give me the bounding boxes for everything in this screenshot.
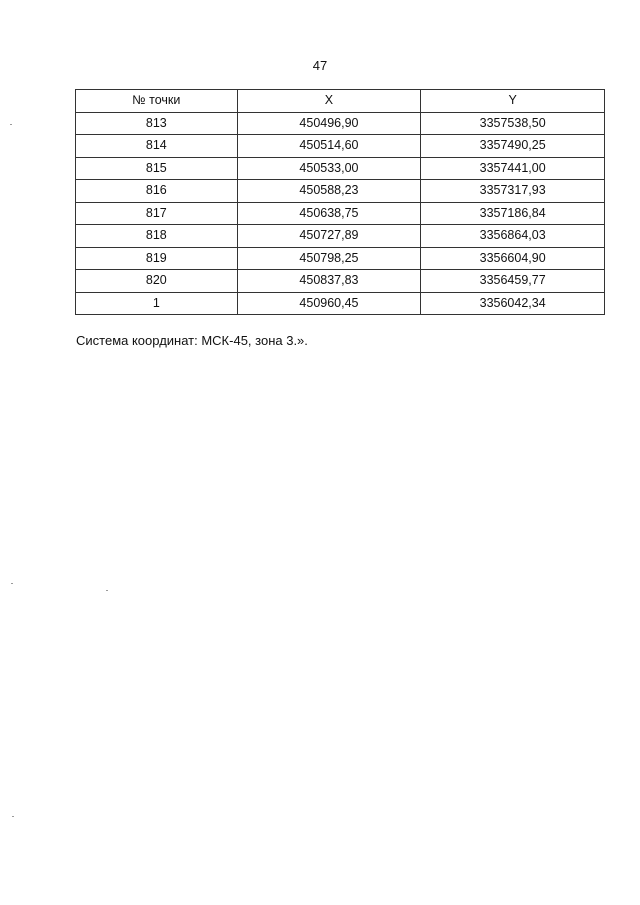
cell-x: 450837,83 (237, 270, 421, 293)
cell-point-number: 1 (76, 292, 238, 315)
table-row (76, 112, 605, 135)
cell-point-number: 818 (76, 225, 238, 248)
cell-point-number: 819 (76, 247, 238, 270)
cell-x: 450533,00 (237, 157, 421, 180)
cell-point-number: 815 (76, 157, 238, 180)
table-header-row (76, 90, 605, 113)
cell-y: 3357490,25 (421, 135, 605, 158)
scan-speck (10, 124, 12, 125)
cell-x: 450727,89 (237, 225, 421, 248)
table-row (76, 157, 605, 180)
table-row (76, 135, 605, 158)
scan-speck (106, 590, 108, 591)
cell-point-number: 816 (76, 180, 238, 203)
table-row (76, 225, 605, 248)
cell-y: 3357538,50 (421, 112, 605, 135)
cell-y: 3356864,03 (421, 225, 605, 248)
scan-speck (12, 816, 14, 817)
column-header-point-number: № точки (76, 90, 238, 113)
cell-point-number: 813 (76, 112, 238, 135)
cell-y: 3356604,90 (421, 247, 605, 270)
cell-x: 450496,90 (237, 112, 421, 135)
cell-y: 3356459,77 (421, 270, 605, 293)
column-header-x: X (237, 90, 421, 113)
table-row (76, 292, 605, 315)
cell-x: 450798,25 (237, 247, 421, 270)
table-row (76, 180, 605, 203)
table-row (76, 247, 605, 270)
cell-point-number: 817 (76, 202, 238, 225)
cell-y: 3356042,34 (421, 292, 605, 315)
page-number: 47 (312, 58, 328, 73)
cell-x: 450638,75 (237, 202, 421, 225)
cell-point-number: 820 (76, 270, 238, 293)
cell-x: 450588,23 (237, 180, 421, 203)
cell-x: 450514,60 (237, 135, 421, 158)
column-header-y: Y (421, 90, 605, 113)
cell-y: 3357441,00 (421, 157, 605, 180)
cell-point-number: 814 (76, 135, 238, 158)
coordinate-system-note: Система координат: МСК-45, зона 3.». (76, 333, 308, 348)
cell-y: 3357317,93 (421, 180, 605, 203)
table-row (76, 202, 605, 225)
scan-speck (11, 583, 13, 584)
cell-x: 450960,45 (237, 292, 421, 315)
coordinates-table (75, 89, 605, 315)
table-row (76, 270, 605, 293)
cell-y: 3357186,84 (421, 202, 605, 225)
